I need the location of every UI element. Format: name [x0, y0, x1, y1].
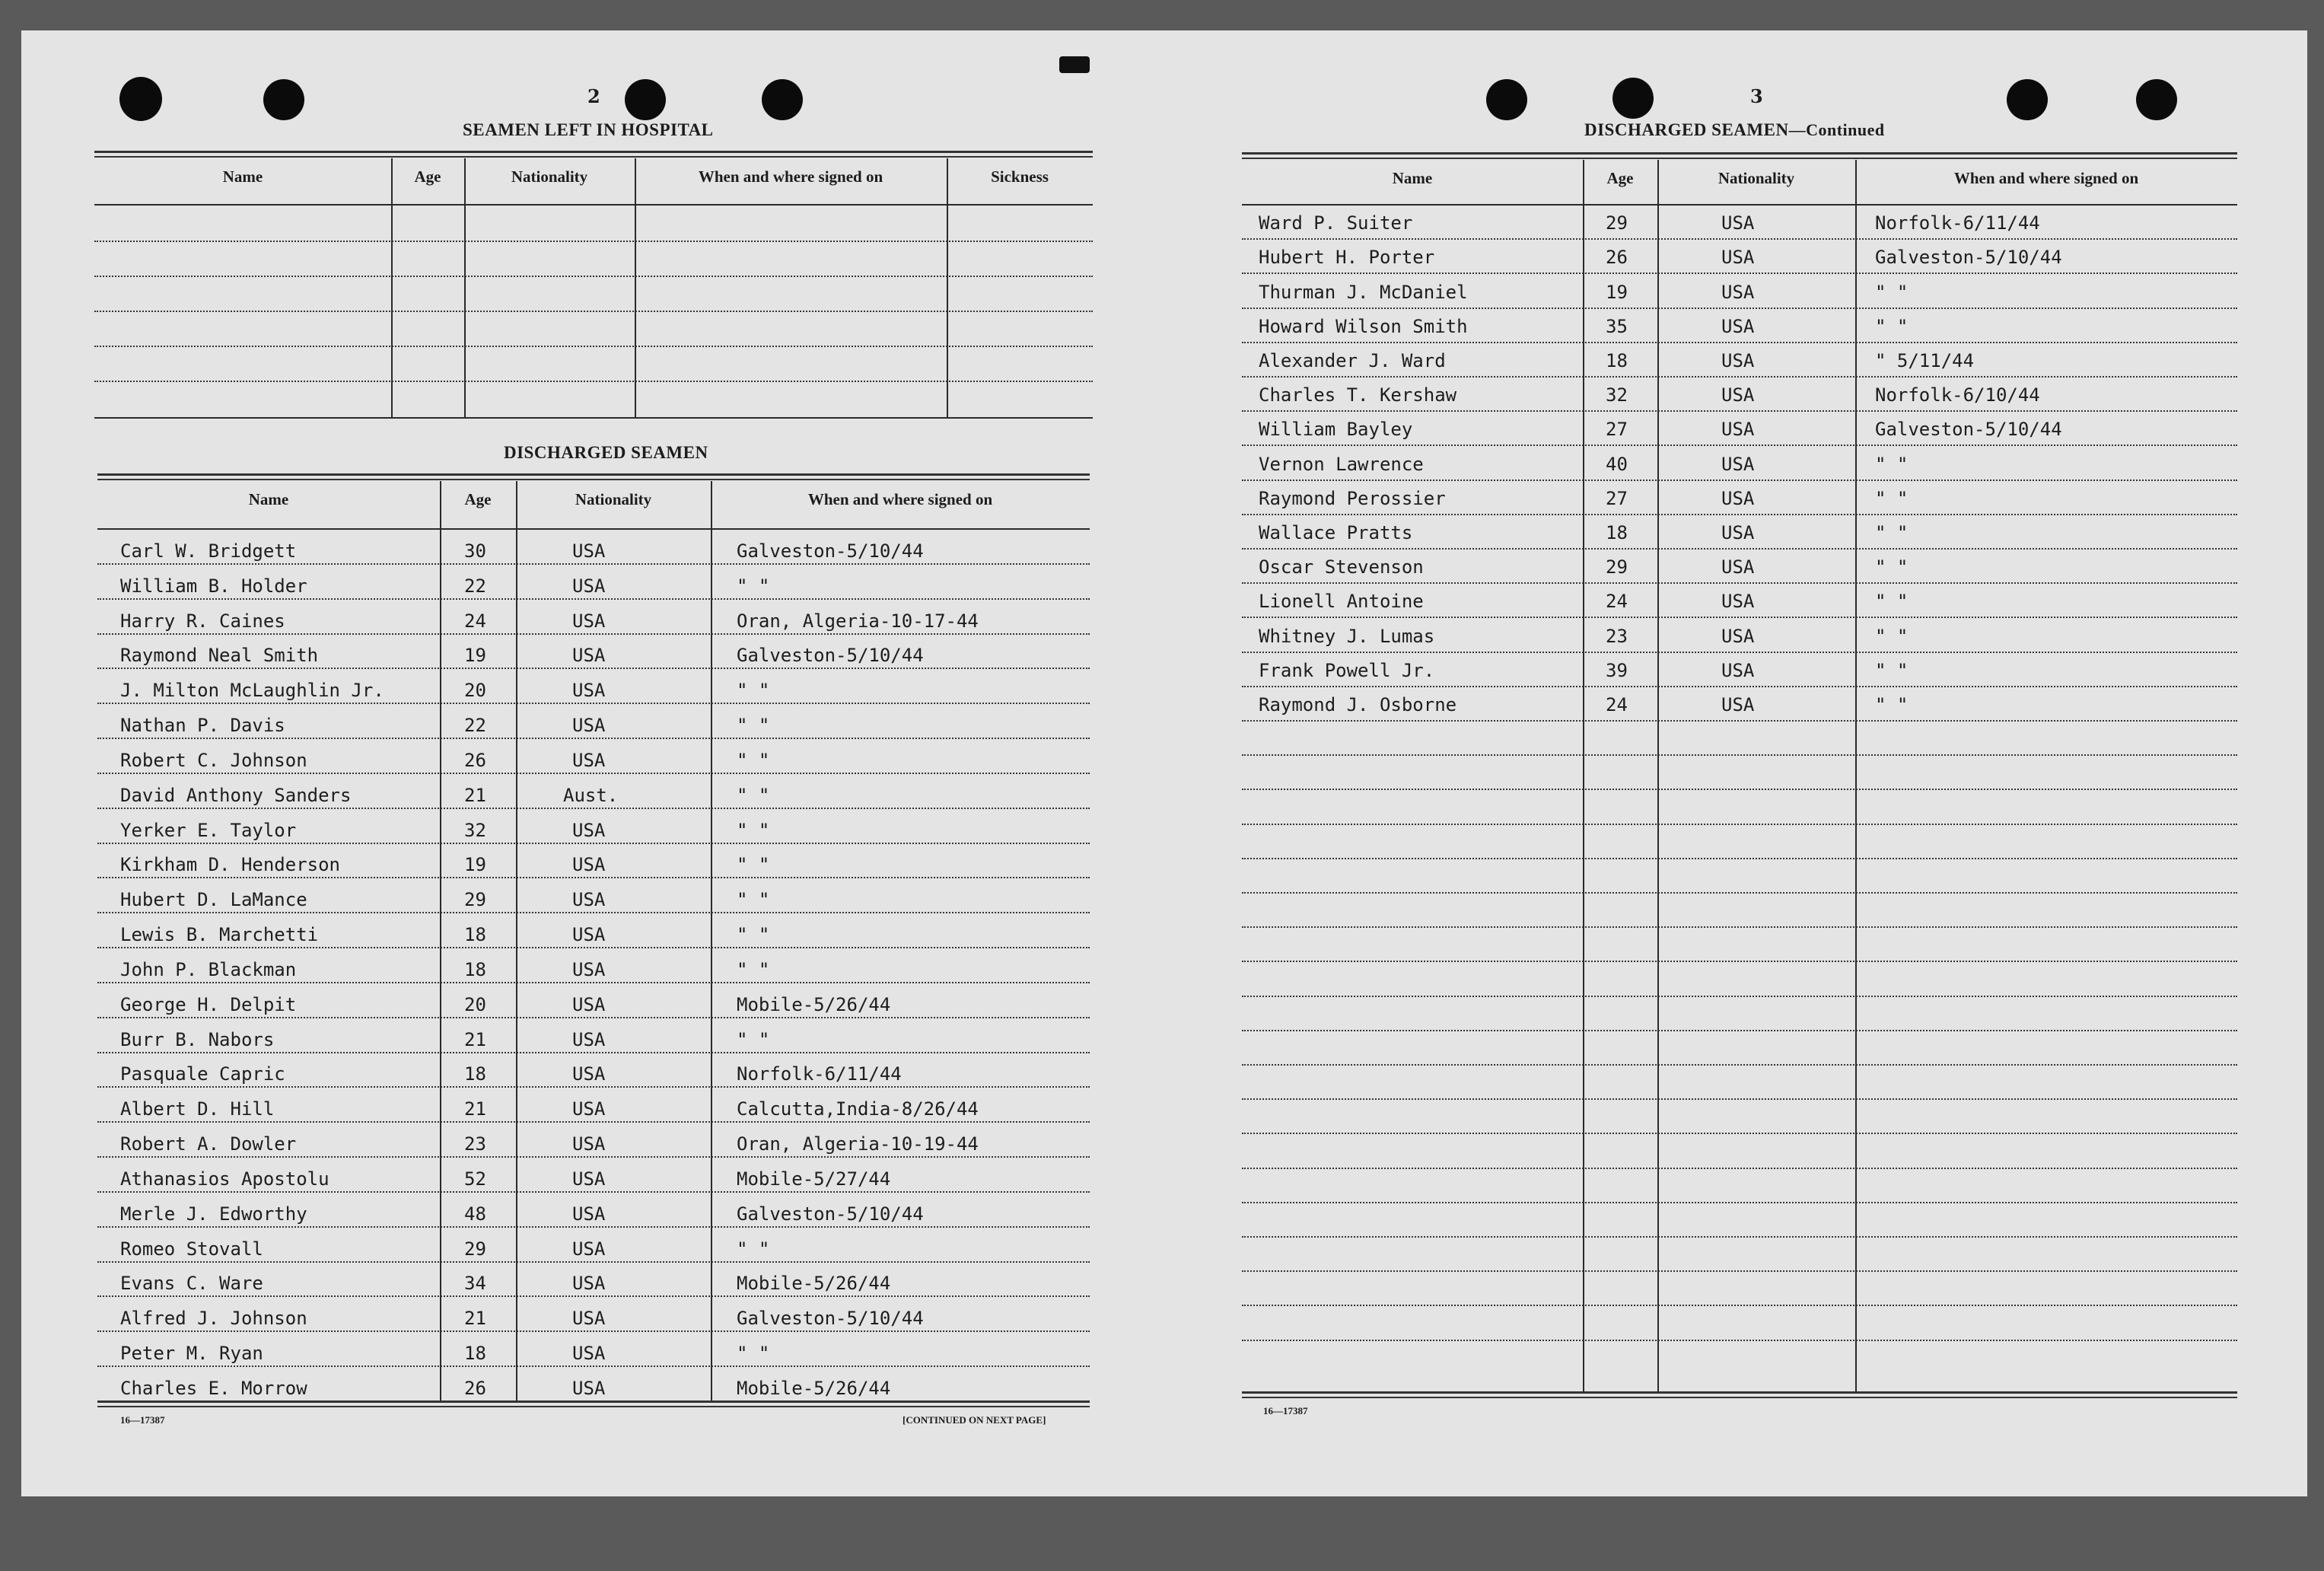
seaman-nationality: USA — [1721, 522, 1755, 543]
table-row-line — [1242, 1030, 2237, 1031]
table-row-line — [97, 1330, 1090, 1332]
table-row-line — [97, 1295, 1090, 1297]
table-row-line — [97, 982, 1090, 983]
seaman-age: 19 — [464, 645, 486, 667]
table-row-line — [1242, 996, 2237, 997]
hospital-column-divider — [947, 158, 948, 417]
seaman-age: 21 — [464, 1308, 486, 1330]
seaman-age: 35 — [1606, 315, 1628, 337]
title-suffix: —Continued — [1788, 120, 1885, 139]
seaman-age: 40 — [1606, 453, 1628, 475]
form-number-right: 16—17387 — [1263, 1405, 1308, 1416]
table-row-line — [1242, 824, 2237, 825]
seaman-signed-on: " " — [1875, 659, 1909, 681]
table-row-line — [1242, 582, 2237, 584]
seaman-age: 39 — [1606, 659, 1628, 681]
seaman-signed-on: " " — [737, 1028, 770, 1050]
seaman-nationality: USA — [572, 993, 606, 1015]
seaman-signed-on: " " — [1875, 453, 1909, 475]
seaman-name: Kirkham D. Henderson — [120, 854, 340, 876]
hospital-column-divider — [635, 158, 636, 417]
table-row-line — [1242, 548, 2237, 550]
punch-hole — [625, 79, 666, 120]
table-row-line — [1242, 272, 2237, 274]
table-row-line — [1242, 1133, 2237, 1134]
seaman-name: Raymond Neal Smith — [120, 645, 319, 667]
seaman-age: 24 — [1606, 591, 1628, 613]
seaman-name: Oscar Stevenson — [1259, 556, 1424, 578]
seaman-age: 18 — [464, 924, 486, 946]
discharged-column-divider — [440, 481, 441, 1401]
seaman-signed-on: " " — [1875, 487, 1909, 509]
discharged-bottom-rule — [97, 1401, 1090, 1407]
seaman-signed-on: " " — [737, 889, 770, 911]
table-row-line — [1242, 858, 2237, 859]
table-row-line — [97, 738, 1090, 739]
discharged-column-divider — [711, 481, 712, 1401]
seaman-signed-on: " " — [737, 854, 770, 876]
title-main: DISCHARGED SEAMEN — [1584, 120, 1789, 139]
hospital-header-rule — [94, 204, 1093, 206]
seaman-name: Raymond J. Osborne — [1259, 694, 1457, 715]
seaman-name: Yerker E. Taylor — [120, 819, 297, 841]
seaman-signed-on: Oran, Algeria-10-17-44 — [737, 610, 979, 632]
seaman-signed-on: Galveston-5/10/44 — [1875, 247, 2062, 269]
hospital-column-header: Nationality — [511, 167, 588, 186]
continued-top-rule — [1242, 152, 2237, 159]
table-row-line — [97, 1156, 1090, 1158]
discharged-column-header: Nationality — [575, 490, 652, 508]
table-row-line — [97, 808, 1090, 809]
table-row-line — [97, 912, 1090, 913]
seaman-name: Romeo Stovall — [120, 1238, 263, 1260]
seaman-name: Evans C. Ware — [120, 1273, 263, 1295]
punch-hole — [2136, 79, 2177, 120]
seaman-age: 24 — [464, 610, 486, 632]
hospital-row-line — [94, 241, 1093, 242]
ink-smudge — [1059, 56, 1090, 73]
hospital-column-divider — [464, 158, 466, 417]
seaman-age: 23 — [464, 1133, 486, 1155]
seaman-name: Whitney J. Lumas — [1259, 625, 1435, 647]
seaman-name: David Anthony Sanders — [120, 784, 352, 806]
table-row-line — [1242, 410, 2237, 412]
hospital-row-line — [94, 311, 1093, 312]
seaman-signed-on: " " — [1875, 315, 1909, 337]
seaman-nationality: USA — [572, 1098, 606, 1120]
table-row-line — [97, 877, 1090, 878]
seaman-signed-on: " " — [737, 749, 770, 771]
seaman-age: 18 — [464, 1343, 486, 1365]
seaman-nationality: USA — [572, 715, 606, 737]
table-row-line — [97, 947, 1090, 948]
seaman-signed-on: Oran, Algeria-10-19-44 — [737, 1133, 979, 1155]
table-row-line — [1242, 1305, 2237, 1306]
seaman-signed-on: " " — [737, 1343, 770, 1365]
table-row-line — [97, 1365, 1090, 1367]
seaman-name: George H. Delpit — [120, 993, 297, 1015]
seaman-signed-on: " " — [737, 819, 770, 841]
seaman-nationality: USA — [572, 1133, 606, 1155]
seaman-name: Carl W. Bridgett — [120, 540, 297, 562]
seaman-signed-on: Calcutta,India-8/26/44 — [737, 1098, 979, 1120]
discharged-column-header: When and where signed on — [807, 490, 993, 508]
hospital-column-header: Sickness — [991, 167, 1049, 186]
seaman-nationality: USA — [572, 645, 606, 667]
table-row-line — [1242, 1270, 2237, 1272]
table-row-line — [97, 1191, 1090, 1193]
seaman-signed-on: Mobile-5/26/44 — [737, 1378, 891, 1399]
seaman-nationality: USA — [1721, 247, 1755, 269]
seaman-age: 27 — [1606, 487, 1628, 509]
continued-column-header: When and where signed on — [1953, 169, 2139, 187]
seaman-age: 52 — [464, 1168, 486, 1190]
seaman-signed-on: " " — [737, 715, 770, 737]
table-row-line — [1242, 1098, 2237, 1100]
table-row-line — [1242, 1168, 2237, 1169]
seaman-age: 20 — [464, 680, 486, 702]
table-row-line — [1242, 892, 2237, 894]
table-row-line — [1242, 926, 2237, 928]
seaman-name: Albert D. Hill — [120, 1098, 275, 1120]
seaman-age: 22 — [464, 575, 486, 597]
seaman-age: 18 — [1606, 522, 1628, 543]
page-number-left: 2 — [587, 85, 600, 107]
hospital-row-line — [94, 346, 1093, 347]
seaman-age: 22 — [464, 715, 486, 737]
table-row-line — [97, 1086, 1090, 1088]
table-row-line — [1242, 961, 2237, 962]
discharged-continued-title — [1584, 120, 1885, 140]
seaman-nationality: USA — [572, 575, 606, 597]
table-row-line — [97, 843, 1090, 844]
seaman-age: 24 — [1606, 694, 1628, 715]
table-row-line — [1242, 789, 2237, 790]
hospital-row-line — [94, 381, 1093, 382]
seaman-name: Alfred J. Johnson — [120, 1308, 307, 1330]
seaman-nationality: USA — [1721, 212, 1755, 234]
seaman-signed-on: " " — [737, 1238, 770, 1260]
seaman-name: Ward P. Suiter — [1259, 212, 1413, 234]
table-row-line — [1242, 1236, 2237, 1238]
seaman-age: 34 — [464, 1273, 486, 1295]
seaman-age: 19 — [1606, 281, 1628, 303]
table-row-line — [1242, 342, 2237, 343]
seaman-signed-on: Galveston-5/10/44 — [737, 1203, 924, 1225]
discharged-section-title: DISCHARGED SEAMEN — [504, 443, 708, 462]
seaman-nationality: USA — [572, 610, 606, 632]
table-row-line — [1242, 238, 2237, 240]
seaman-age: 21 — [464, 1098, 486, 1120]
seaman-age: 30 — [464, 540, 486, 562]
seaman-age: 18 — [464, 1063, 486, 1085]
seaman-name: Raymond Perossier — [1259, 487, 1446, 509]
table-row-line — [1242, 376, 2237, 378]
table-row-line — [97, 703, 1090, 704]
table-row-line — [97, 1017, 1090, 1018]
seaman-nationality: USA — [1721, 419, 1755, 441]
table-row-line — [1242, 720, 2237, 722]
seaman-age: 21 — [464, 1028, 486, 1050]
seaman-nationality: USA — [572, 1028, 606, 1050]
seaman-signed-on: " " — [1875, 522, 1909, 543]
punch-hole — [1486, 79, 1527, 120]
seaman-age: 26 — [1606, 247, 1628, 269]
hospital-column-header: Age — [414, 167, 441, 186]
continued-column-header: Nationality — [1718, 169, 1795, 187]
hospital-bottom-rule — [94, 417, 1093, 419]
continued-column-divider — [1583, 160, 1584, 1391]
seaman-age: 18 — [464, 958, 486, 980]
seaman-name: Burr B. Nabors — [120, 1028, 275, 1050]
continued-note: [CONTINUED ON NEXT PAGE] — [903, 1414, 1046, 1426]
seaman-nationality: USA — [572, 1203, 606, 1225]
seaman-nationality: USA — [572, 958, 606, 980]
seaman-age: 19 — [464, 854, 486, 876]
discharged-column-header: Name — [248, 490, 289, 508]
seaman-name: Lewis B. Marchetti — [120, 924, 319, 946]
seaman-nationality: USA — [1721, 384, 1755, 406]
seaman-name: Wallace Pratts — [1259, 522, 1413, 543]
seaman-name: William B. Holder — [120, 575, 307, 597]
table-row-line — [97, 668, 1090, 669]
seaman-signed-on: " " — [737, 680, 770, 702]
seaman-signed-on: Galveston-5/10/44 — [1875, 419, 2062, 441]
hospital-column-header: Name — [222, 167, 263, 186]
seaman-name: Vernon Lawrence — [1259, 453, 1424, 475]
seaman-signed-on: Mobile-5/26/44 — [737, 1273, 891, 1295]
seaman-nationality: USA — [572, 924, 606, 946]
continued-header-rule — [1242, 204, 2237, 206]
discharged-header-rule — [97, 528, 1090, 530]
table-row-line — [1242, 617, 2237, 618]
seaman-age: 26 — [464, 749, 486, 771]
table-row-line — [1242, 514, 2237, 515]
punch-hole — [762, 79, 803, 120]
seaman-nationality: USA — [1721, 694, 1755, 715]
seaman-nationality: USA — [572, 1063, 606, 1085]
seaman-age: 48 — [464, 1203, 486, 1225]
seaman-signed-on: Galveston-5/10/44 — [737, 645, 924, 667]
seaman-age: 23 — [1606, 625, 1628, 647]
seaman-name: J. Milton McLaughlin Jr. — [120, 680, 384, 702]
seaman-age: 21 — [464, 784, 486, 806]
table-row-line — [97, 598, 1090, 600]
seaman-name: Howard Wilson Smith — [1259, 315, 1468, 337]
seaman-age: 27 — [1606, 419, 1628, 441]
seaman-nationality: USA — [1721, 453, 1755, 475]
seaman-signed-on: Galveston-5/10/44 — [737, 1308, 924, 1330]
seaman-signed-on: Norfolk-6/11/44 — [1875, 212, 2040, 234]
seaman-name: Alexander J. Ward — [1259, 350, 1446, 371]
seaman-nationality: USA — [1721, 659, 1755, 681]
table-row-line — [1242, 1202, 2237, 1203]
hospital-column-divider — [391, 158, 393, 417]
seaman-nationality: USA — [1721, 281, 1755, 303]
seaman-name: Peter M. Ryan — [120, 1343, 263, 1365]
table-row-line — [1242, 308, 2237, 309]
seaman-name: Athanasios Apostolu — [120, 1168, 329, 1190]
table-row-line — [97, 563, 1090, 565]
table-row-line — [97, 1261, 1090, 1263]
table-row-line — [1242, 1340, 2237, 1341]
seaman-nationality: USA — [572, 854, 606, 876]
seaman-nationality: USA — [572, 1343, 606, 1365]
continued-column-divider — [1855, 160, 1857, 1391]
document-sheet — [21, 30, 2307, 1496]
seaman-nationality: USA — [572, 680, 606, 702]
seaman-nationality: USA — [1721, 625, 1755, 647]
seaman-name: Charles E. Morrow — [120, 1378, 307, 1399]
seaman-name: Charles T. Kershaw — [1259, 384, 1457, 406]
table-row-line — [97, 1052, 1090, 1053]
table-row-line — [97, 773, 1090, 774]
seaman-nationality: USA — [1721, 350, 1755, 371]
seaman-age: 29 — [464, 889, 486, 911]
seaman-signed-on: Mobile-5/26/44 — [737, 993, 891, 1015]
table-row-line — [1242, 754, 2237, 756]
discharged-column-header: Age — [464, 490, 492, 508]
table-row-line — [97, 1121, 1090, 1123]
continued-column-divider — [1657, 160, 1659, 1391]
seaman-signed-on: Norfolk-6/11/44 — [737, 1063, 902, 1085]
discharged-column-divider — [516, 481, 517, 1401]
seaman-nationality: USA — [572, 1308, 606, 1330]
seaman-signed-on: " " — [1875, 281, 1909, 303]
seaman-name: Frank Powell Jr. — [1259, 659, 1435, 681]
seaman-age: 26 — [464, 1378, 486, 1399]
seaman-age: 20 — [464, 993, 486, 1015]
seaman-nationality: USA — [572, 819, 606, 841]
seaman-signed-on: " " — [737, 784, 770, 806]
seaman-signed-on: " " — [737, 958, 770, 980]
seaman-age: 18 — [1606, 350, 1628, 371]
table-row-line — [1242, 445, 2237, 446]
seaman-nationality: USA — [1721, 556, 1755, 578]
seaman-signed-on: Mobile-5/27/44 — [737, 1168, 891, 1190]
seaman-nationality: USA — [572, 1378, 606, 1399]
seaman-name: Lionell Antoine — [1259, 591, 1424, 613]
continued-column-header: Name — [1392, 169, 1433, 187]
continued-bottom-rule — [1242, 1391, 2237, 1398]
seaman-name: Harry R. Caines — [120, 610, 285, 632]
seaman-age: 32 — [1606, 384, 1628, 406]
page-number-right: 3 — [1750, 85, 1763, 107]
punch-hole — [119, 77, 162, 121]
seaman-name: Thurman J. McDaniel — [1259, 281, 1468, 303]
seaman-age: 32 — [464, 819, 486, 841]
seaman-signed-on: " " — [737, 924, 770, 946]
seaman-signed-on: " " — [1875, 591, 1909, 613]
punch-hole — [1612, 78, 1654, 119]
seaman-age: 29 — [1606, 556, 1628, 578]
seaman-name: John P. Blackman — [120, 958, 297, 980]
hospital-section-title: SEAMEN LEFT IN HOSPITAL — [463, 120, 714, 139]
table-row-line — [97, 1226, 1090, 1228]
seaman-nationality: USA — [572, 1168, 606, 1190]
hospital-top-rule — [94, 151, 1093, 158]
seaman-nationality: USA — [1721, 591, 1755, 613]
discharged-top-rule — [97, 473, 1090, 480]
hospital-row-line — [94, 276, 1093, 277]
seaman-name: William Bayley — [1259, 419, 1413, 441]
seaman-signed-on: Galveston-5/10/44 — [737, 540, 924, 562]
seaman-signed-on: " " — [737, 575, 770, 597]
seaman-age: 29 — [1606, 212, 1628, 234]
seaman-signed-on: " " — [1875, 625, 1909, 647]
seaman-nationality: USA — [572, 1238, 606, 1260]
punch-hole — [263, 79, 304, 120]
seaman-nationality: USA — [1721, 487, 1755, 509]
table-row-line — [1242, 1064, 2237, 1066]
seaman-name: Robert A. Dowler — [120, 1133, 297, 1155]
form-number-left: 16—17387 — [120, 1414, 165, 1426]
seaman-nationality: USA — [572, 1273, 606, 1295]
seaman-nationality: USA — [572, 540, 606, 562]
seaman-signed-on: " 5/11/44 — [1875, 350, 1975, 371]
hospital-column-header: When and where signed on — [698, 167, 883, 186]
seaman-name: Hubert H. Porter — [1259, 247, 1435, 269]
seaman-name: Nathan P. Davis — [120, 715, 285, 737]
seaman-nationality: USA — [572, 749, 606, 771]
seaman-nationality: USA — [1721, 315, 1755, 337]
seaman-age: 29 — [464, 1238, 486, 1260]
seaman-name: Robert C. Johnson — [120, 749, 307, 771]
seaman-name: Hubert D. LaMance — [120, 889, 307, 911]
punch-hole — [2007, 79, 2048, 120]
table-row-line — [97, 633, 1090, 635]
seaman-signed-on: " " — [1875, 694, 1909, 715]
seaman-nationality: Aust. — [563, 784, 619, 806]
seaman-name: Pasquale Capric — [120, 1063, 285, 1085]
table-row-line — [1242, 480, 2237, 481]
table-row-line — [1242, 686, 2237, 687]
seaman-signed-on: " " — [1875, 556, 1909, 578]
seaman-nationality: USA — [572, 889, 606, 911]
continued-column-header: Age — [1606, 169, 1634, 187]
seaman-name: Merle J. Edworthy — [120, 1203, 307, 1225]
table-row-line — [1242, 652, 2237, 653]
seaman-signed-on: Norfolk-6/10/44 — [1875, 384, 2040, 406]
